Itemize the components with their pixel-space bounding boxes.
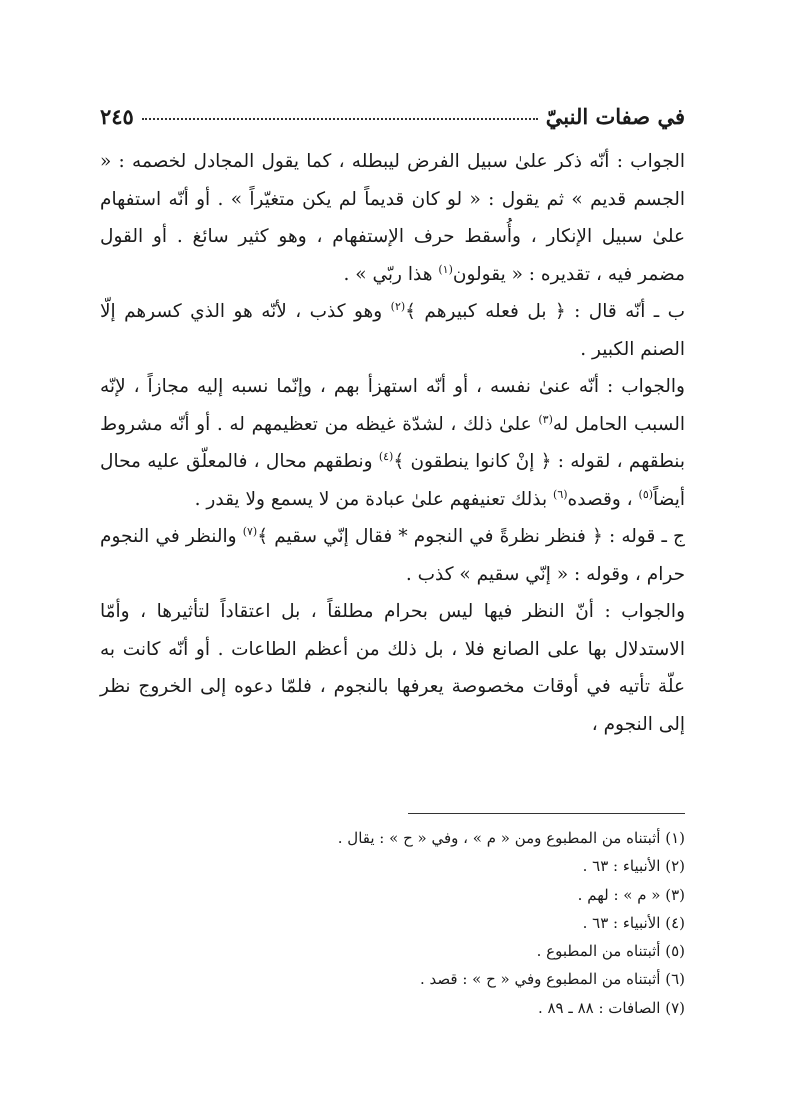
footnote-ref: (١) — [438, 262, 453, 276]
running-header — [100, 96, 685, 136]
paragraph-4: ج ـ قوله : ﴿ فنظر نظرةً في النجوم * فقال إنّي سقيم ﴾$^{(٧)}$ والنظر في النجوم حرام ، وقوله : « إنّي سقيم » كذب . — [100, 524, 685, 585]
paragraph-3: والجواب : أنّه عنىٰ نفسه ، أو أنّه استهزأ بهم ، وإنّما نسبه إليه مجازاً ، لإنّه السبب الحامل له$^{(٣)}$ علىٰ ذلك ، لشدّة غيظه من تعظيمهم له . أو أنّه مشروط بنطقهم ، لقوله : ﴿ إنْ كانوا ينطقون ﴾$^{(٤)}$ ونطقهم محال ، فالمعلّق عليه محال أيضاً$^{(٥)}$ ، وقصده$^{(٦)}$ بذلك تعنيفهم علىٰ عبادة من لا يسمع ولا يقدر . — [100, 376, 685, 510]
footnote-5: (٥) أثبتناه من المطبوع . — [536, 942, 685, 961]
footnote-7: (٧) الصافات : ٨٨ ـ ٨٩ . — [537, 998, 685, 1017]
footnotes — [100, 824, 685, 1022]
footnote-ref: (٥) — [638, 487, 654, 501]
dot-leader — [142, 118, 538, 120]
footnote-ref: (٣) — [538, 412, 553, 426]
footnote-4: (٤) الأنبياء : ٦٣ . — [582, 913, 685, 932]
paragraph-5: والجواب : أنّ النظر فيها ليس بحرام مطلقاً ، بل اعتقاداً لتأثيرها ، وأمّا الاستدلال بها على الصانع فلا ، بل ذلك من أعظم الطاعات . أو أنّه كانت به علّة تأتيه في أوقات مخصوصة يعرفها بالنجوم ، فلمّا دعوه إلى الخروج نظر إلى النجوم ، — [100, 601, 685, 735]
running-title: في صفات النبيّ — [545, 103, 685, 129]
main-text — [100, 143, 685, 743]
paragraph-1: الجواب : أنّه ذكر علىٰ سبيل الفرض ليبطله ، كما يقول المجادل لخصمه : « الجسم قديم » ثم يقول : « لو كان قديماً لم يكن متغيّراً » . أو أنّه استفهام علىٰ سبيل الإنكار ، وأُسقط حرف الإستفهام ، وهو كثير سائغ . أو القول مضمر فيه ، تقديره : « يقولون$^{(١)}$ هذا ربّي » . — [100, 151, 685, 285]
page-number: ٢٤٥ — [100, 103, 134, 129]
footnote-1: (١) أثبتناه من المطبوع ومن « م » ، وفي « ح » : يقال . — [337, 829, 685, 847]
footnote-separator — [408, 813, 685, 814]
footnote-3: (٣) « م » : لهم . — [577, 885, 685, 904]
footnote-ref: (٦) — [553, 487, 568, 501]
footnote-ref: (٤) — [378, 449, 394, 463]
footnote-ref: (٢) — [390, 299, 406, 313]
footnote-ref: (٧) — [242, 524, 258, 538]
footnote-2: (٢) الأنبياء : ٦٣ . — [582, 857, 685, 876]
paragraph-2: ب ـ أنّه قال : ﴿ بل فعله كبيرهم ﴾$^{(٢)}$ وهو كذب ، لأنّه هو الذي كسرهم إلّا الصنم الكبير . — [100, 299, 685, 360]
footnote-6: (٦) أثبتناه من المطبوع وفي « ح » : قصد . — [419, 970, 685, 989]
